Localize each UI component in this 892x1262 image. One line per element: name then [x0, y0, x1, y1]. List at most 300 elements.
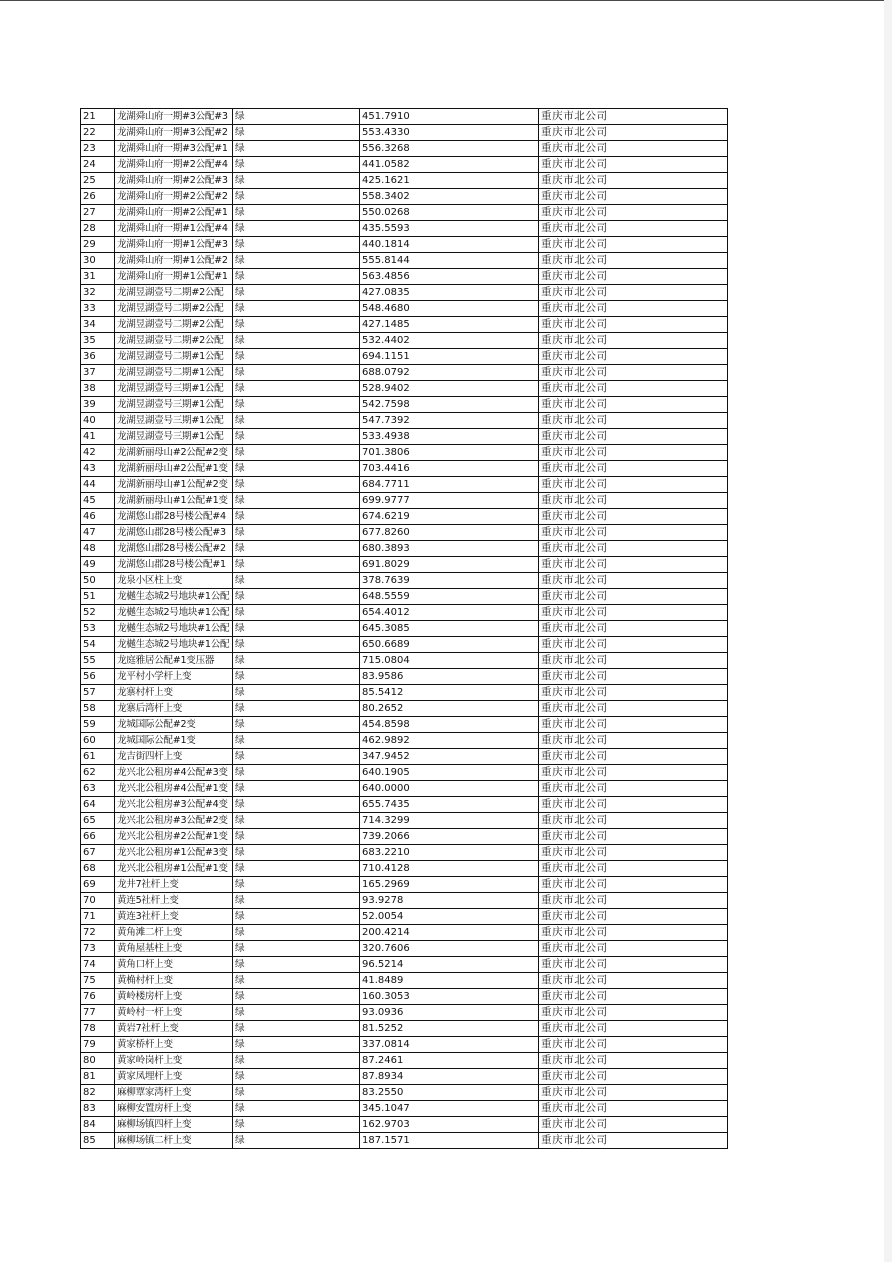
- value-cell: 553.4330: [360, 125, 539, 141]
- row-number-cell: 49: [81, 557, 115, 573]
- value-cell: 645.3085: [360, 621, 539, 637]
- transformer-name-cell: 龙城国际公配#2变: [115, 717, 233, 733]
- company-cell: 重庆市北公司: [539, 701, 728, 717]
- table-row: [81, 557, 728, 573]
- value-cell: 345.1047: [360, 1101, 539, 1117]
- company-cell: 重庆市北公司: [539, 925, 728, 941]
- value-cell: 435.5593: [360, 221, 539, 237]
- status-color-cell: 绿: [233, 941, 360, 957]
- company-cell: 重庆市北公司: [539, 477, 728, 493]
- table-row: [81, 957, 728, 973]
- status-color-cell: 绿: [233, 637, 360, 653]
- table-row: [81, 685, 728, 701]
- row-number-cell: 33: [81, 301, 115, 317]
- row-number-cell: 81: [81, 1069, 115, 1085]
- transformer-name-cell: 龙湖昱湖壹号三期#1公配: [115, 381, 233, 397]
- transformer-name-cell: 龙湖昱湖壹号二期#2公配: [115, 333, 233, 349]
- status-color-cell: 绿: [233, 973, 360, 989]
- row-number-cell: 64: [81, 797, 115, 813]
- value-cell: 563.4856: [360, 269, 539, 285]
- transformer-name-cell: 龙兴北公租房#1公配#1变: [115, 861, 233, 877]
- value-cell: 165.2969: [360, 877, 539, 893]
- table-row: [81, 381, 728, 397]
- status-color-cell: 绿: [233, 1021, 360, 1037]
- row-number-cell: 36: [81, 349, 115, 365]
- table-row: [81, 781, 728, 797]
- row-number-cell: 40: [81, 413, 115, 429]
- table-row: [81, 349, 728, 365]
- transformer-name-cell: 龙湖新丽母山#1公配#1变: [115, 493, 233, 509]
- page-edge-shadow: [884, 0, 892, 1262]
- status-color-cell: 绿: [233, 605, 360, 621]
- table-row: [81, 317, 728, 333]
- status-color-cell: 绿: [233, 205, 360, 221]
- transformer-name-cell: 龙湖悠山郡28号楼公配#3: [115, 525, 233, 541]
- row-number-cell: 45: [81, 493, 115, 509]
- table-row: [81, 477, 728, 493]
- status-color-cell: 绿: [233, 1005, 360, 1021]
- company-cell: 重庆市北公司: [539, 685, 728, 701]
- table-row: [81, 285, 728, 301]
- row-number-cell: 31: [81, 269, 115, 285]
- transformer-name-cell: 龙湖新丽母山#2公配#1变: [115, 461, 233, 477]
- company-cell: 重庆市北公司: [539, 1117, 728, 1133]
- status-color-cell: 绿: [233, 765, 360, 781]
- value-cell: 694.1151: [360, 349, 539, 365]
- transformer-name-cell: 龙湖舜山府一期#1公配#2: [115, 253, 233, 269]
- status-color-cell: 绿: [233, 173, 360, 189]
- value-cell: 714.3299: [360, 813, 539, 829]
- row-number-cell: 25: [81, 173, 115, 189]
- status-color-cell: 绿: [233, 589, 360, 605]
- row-number-cell: 63: [81, 781, 115, 797]
- value-cell: 655.7435: [360, 797, 539, 813]
- company-cell: 重庆市北公司: [539, 237, 728, 253]
- table-row: [81, 717, 728, 733]
- company-cell: 重庆市北公司: [539, 1101, 728, 1117]
- company-cell: 重庆市北公司: [539, 781, 728, 797]
- value-cell: 162.9703: [360, 1117, 539, 1133]
- row-number-cell: 70: [81, 893, 115, 909]
- company-cell: 重庆市北公司: [539, 941, 728, 957]
- transformer-name-cell: 龙湖悠山郡28号楼公配#4: [115, 509, 233, 525]
- value-cell: 680.3893: [360, 541, 539, 557]
- company-cell: 重庆市北公司: [539, 1133, 728, 1149]
- row-number-cell: 48: [81, 541, 115, 557]
- transformer-name-cell: 龙湖昱湖壹号二期#1公配: [115, 349, 233, 365]
- row-number-cell: 68: [81, 861, 115, 877]
- value-cell: 684.7711: [360, 477, 539, 493]
- row-number-cell: 50: [81, 573, 115, 589]
- table-row: [81, 909, 728, 925]
- row-number-cell: 61: [81, 749, 115, 765]
- transformer-name-cell: 黄桷村杆上变: [115, 973, 233, 989]
- transformer-name-cell: 黄岩7社杆上变: [115, 1021, 233, 1037]
- row-number-cell: 55: [81, 653, 115, 669]
- company-cell: 重庆市北公司: [539, 317, 728, 333]
- row-number-cell: 57: [81, 685, 115, 701]
- transformer-name-cell: 麻柳场镇四杆上变: [115, 1117, 233, 1133]
- table-row: [81, 973, 728, 989]
- status-color-cell: 绿: [233, 301, 360, 317]
- table-row: [81, 813, 728, 829]
- transformer-name-cell: 龙湖昱湖壹号二期#2公配: [115, 317, 233, 333]
- value-cell: 52.0054: [360, 909, 539, 925]
- company-cell: 重庆市北公司: [539, 525, 728, 541]
- company-cell: 重庆市北公司: [539, 493, 728, 509]
- table-row: [81, 253, 728, 269]
- transformer-name-cell: 龙湖昱湖壹号二期#2公配: [115, 285, 233, 301]
- company-cell: 重庆市北公司: [539, 349, 728, 365]
- row-number-cell: 32: [81, 285, 115, 301]
- row-number-cell: 51: [81, 589, 115, 605]
- company-cell: 重庆市北公司: [539, 893, 728, 909]
- status-color-cell: 绿: [233, 957, 360, 973]
- value-cell: 548.4680: [360, 301, 539, 317]
- value-cell: 81.5252: [360, 1021, 539, 1037]
- row-number-cell: 34: [81, 317, 115, 333]
- company-cell: 重庆市北公司: [539, 509, 728, 525]
- table-row: [81, 1069, 728, 1085]
- value-cell: 650.6689: [360, 637, 539, 653]
- value-cell: 337.0814: [360, 1037, 539, 1053]
- company-cell: 重庆市北公司: [539, 173, 728, 189]
- table-row: [81, 797, 728, 813]
- row-number-cell: 83: [81, 1101, 115, 1117]
- value-cell: 528.9402: [360, 381, 539, 397]
- company-cell: 重庆市北公司: [539, 541, 728, 557]
- table-row: [81, 749, 728, 765]
- table-row: [81, 893, 728, 909]
- value-cell: 542.7598: [360, 397, 539, 413]
- status-color-cell: 绿: [233, 573, 360, 589]
- value-cell: 85.5412: [360, 685, 539, 701]
- row-number-cell: 66: [81, 829, 115, 845]
- status-color-cell: 绿: [233, 461, 360, 477]
- table-row: [81, 829, 728, 845]
- table-row: [81, 1021, 728, 1037]
- table-row: [81, 333, 728, 349]
- company-cell: 重庆市北公司: [539, 1085, 728, 1101]
- transformer-name-cell: 龙兴北公租房#3公配#4变: [115, 797, 233, 813]
- transformer-name-cell: 龙湖舜山府一期#1公配#4: [115, 221, 233, 237]
- transformer-name-cell: 龙井7社杆上变: [115, 877, 233, 893]
- row-number-cell: 56: [81, 669, 115, 685]
- company-cell: 重庆市北公司: [539, 573, 728, 589]
- status-color-cell: 绿: [233, 285, 360, 301]
- transformer-name-cell: 龙湖悠山郡28号楼公配#2: [115, 541, 233, 557]
- status-color-cell: 绿: [233, 429, 360, 445]
- value-cell: 532.4402: [360, 333, 539, 349]
- company-cell: 重庆市北公司: [539, 829, 728, 845]
- company-cell: 重庆市北公司: [539, 765, 728, 781]
- status-color-cell: 绿: [233, 733, 360, 749]
- status-color-cell: 绿: [233, 1101, 360, 1117]
- status-color-cell: 绿: [233, 381, 360, 397]
- value-cell: 93.9278: [360, 893, 539, 909]
- value-cell: 96.5214: [360, 957, 539, 973]
- status-color-cell: 绿: [233, 125, 360, 141]
- row-number-cell: 26: [81, 189, 115, 205]
- row-number-cell: 39: [81, 397, 115, 413]
- row-number-cell: 30: [81, 253, 115, 269]
- company-cell: 重庆市北公司: [539, 253, 728, 269]
- company-cell: 重庆市北公司: [539, 717, 728, 733]
- transformer-name-cell: 龙湖舜山府一期#3公配#3: [115, 109, 233, 125]
- transformer-name-cell: 龙湖昱湖壹号二期#2公配: [115, 301, 233, 317]
- status-color-cell: 绿: [233, 845, 360, 861]
- table-row: [81, 221, 728, 237]
- transformer-name-cell: 龙湖昱湖壹号二期#1公配: [115, 365, 233, 381]
- value-cell: 347.9452: [360, 749, 539, 765]
- table-row: [81, 173, 728, 189]
- company-cell: 重庆市北公司: [539, 589, 728, 605]
- company-cell: 重庆市北公司: [539, 669, 728, 685]
- transformer-name-cell: 龙吉街四杆上变: [115, 749, 233, 765]
- value-cell: 93.0936: [360, 1005, 539, 1021]
- transformer-name-cell: 黄家岭岗杆上变: [115, 1053, 233, 1069]
- table-row: [81, 637, 728, 653]
- transformer-name-cell: 龙湖舜山府一期#2公配#2: [115, 189, 233, 205]
- transformer-name-cell: 黄角口杆上变: [115, 957, 233, 973]
- table-row: [81, 365, 728, 381]
- transformer-name-cell: 龙兴北公租房#3公配#2变: [115, 813, 233, 829]
- value-cell: 677.8260: [360, 525, 539, 541]
- row-number-cell: 54: [81, 637, 115, 653]
- value-cell: 701.3806: [360, 445, 539, 461]
- status-color-cell: 绿: [233, 1069, 360, 1085]
- company-cell: 重庆市北公司: [539, 365, 728, 381]
- value-cell: 533.4938: [360, 429, 539, 445]
- table-row: [81, 269, 728, 285]
- table-body: [81, 109, 728, 1149]
- status-color-cell: 绿: [233, 621, 360, 637]
- value-cell: 674.6219: [360, 509, 539, 525]
- row-number-cell: 84: [81, 1117, 115, 1133]
- value-cell: 699.9777: [360, 493, 539, 509]
- company-cell: 重庆市北公司: [539, 269, 728, 285]
- status-color-cell: 绿: [233, 557, 360, 573]
- transformer-name-cell: 龙樾生态城2号地块#1公配: [115, 589, 233, 605]
- status-color-cell: 绿: [233, 109, 360, 125]
- status-color-cell: 绿: [233, 397, 360, 413]
- row-number-cell: 82: [81, 1085, 115, 1101]
- value-cell: 425.1621: [360, 173, 539, 189]
- transformer-name-cell: 黄岭楼房杆上变: [115, 989, 233, 1005]
- table-row: [81, 461, 728, 477]
- status-color-cell: 绿: [233, 861, 360, 877]
- table-row: [81, 845, 728, 861]
- transformer-name-cell: 黄岭村一杆上变: [115, 1005, 233, 1021]
- table-row: [81, 445, 728, 461]
- value-cell: 320.7606: [360, 941, 539, 957]
- company-cell: 重庆市北公司: [539, 973, 728, 989]
- table-row: [81, 701, 728, 717]
- row-number-cell: 53: [81, 621, 115, 637]
- value-cell: 648.5559: [360, 589, 539, 605]
- company-cell: 重庆市北公司: [539, 157, 728, 173]
- row-number-cell: 77: [81, 1005, 115, 1021]
- transformer-name-cell: 龙城国际公配#1变: [115, 733, 233, 749]
- company-cell: 重庆市北公司: [539, 381, 728, 397]
- value-cell: 640.1905: [360, 765, 539, 781]
- transformer-name-cell: 麻柳安置房杆上变: [115, 1101, 233, 1117]
- row-number-cell: 80: [81, 1053, 115, 1069]
- value-cell: 556.3268: [360, 141, 539, 157]
- status-color-cell: 绿: [233, 653, 360, 669]
- table-row: [81, 733, 728, 749]
- company-cell: 重庆市北公司: [539, 285, 728, 301]
- value-cell: 691.8029: [360, 557, 539, 573]
- status-color-cell: 绿: [233, 445, 360, 461]
- company-cell: 重庆市北公司: [539, 749, 728, 765]
- transformer-name-cell: 龙湖昱湖壹号三期#1公配: [115, 413, 233, 429]
- value-cell: 87.8934: [360, 1069, 539, 1085]
- row-number-cell: 60: [81, 733, 115, 749]
- transformer-name-cell: 龙寨村杆上变: [115, 685, 233, 701]
- transformer-name-cell: 黄连3社杆上变: [115, 909, 233, 925]
- transformer-name-cell: 龙兴北公租房#2公配#1变: [115, 829, 233, 845]
- value-cell: 80.2652: [360, 701, 539, 717]
- table-row: [81, 157, 728, 173]
- value-cell: 739.2066: [360, 829, 539, 845]
- status-color-cell: 绿: [233, 477, 360, 493]
- table-row: [81, 1085, 728, 1101]
- row-number-cell: 24: [81, 157, 115, 173]
- table-row: [81, 189, 728, 205]
- transformer-name-cell: 龙湖舜山府一期#3公配#1: [115, 141, 233, 157]
- status-color-cell: 绿: [233, 717, 360, 733]
- transformer-name-cell: 龙湖舜山府一期#3公配#2: [115, 125, 233, 141]
- transformer-name-cell: 龙湖舜山府一期#2公配#3: [115, 173, 233, 189]
- value-cell: 41.8489: [360, 973, 539, 989]
- table-row: [81, 941, 728, 957]
- value-cell: 160.3053: [360, 989, 539, 1005]
- table-row: [81, 989, 728, 1005]
- table-row: [81, 925, 728, 941]
- company-cell: 重庆市北公司: [539, 461, 728, 477]
- row-number-cell: 47: [81, 525, 115, 541]
- table-row: [81, 861, 728, 877]
- transformer-name-cell: 黄家桥杆上变: [115, 1037, 233, 1053]
- company-cell: 重庆市北公司: [539, 733, 728, 749]
- company-cell: 重庆市北公司: [539, 957, 728, 973]
- table-row: [81, 605, 728, 621]
- transformer-name-cell: 龙湖新丽母山#1公配#2变: [115, 477, 233, 493]
- company-cell: 重庆市北公司: [539, 653, 728, 669]
- company-cell: 重庆市北公司: [539, 1021, 728, 1037]
- row-number-cell: 72: [81, 925, 115, 941]
- company-cell: 重庆市北公司: [539, 845, 728, 861]
- transformer-name-cell: 龙湖舜山府一期#2公配#4: [115, 157, 233, 173]
- transformer-name-cell: 龙湖舜山府一期#1公配#1: [115, 269, 233, 285]
- status-color-cell: 绿: [233, 189, 360, 205]
- value-cell: 688.0792: [360, 365, 539, 381]
- table-row: [81, 413, 728, 429]
- status-color-cell: 绿: [233, 1133, 360, 1149]
- transformer-name-cell: 龙兴北公租房#4公配#3变: [115, 765, 233, 781]
- status-color-cell: 绿: [233, 237, 360, 253]
- table-row: [81, 509, 728, 525]
- row-number-cell: 35: [81, 333, 115, 349]
- value-cell: 710.4128: [360, 861, 539, 877]
- transformer-name-cell: 黄角屋基柱上变: [115, 941, 233, 957]
- company-cell: 重庆市北公司: [539, 813, 728, 829]
- row-number-cell: 27: [81, 205, 115, 221]
- transformer-name-cell: 黄家凤埋杆上变: [115, 1069, 233, 1085]
- company-cell: 重庆市北公司: [539, 205, 728, 221]
- table-row: [81, 1005, 728, 1021]
- company-cell: 重庆市北公司: [539, 333, 728, 349]
- company-cell: 重庆市北公司: [539, 1037, 728, 1053]
- company-cell: 重庆市北公司: [539, 637, 728, 653]
- company-cell: 重庆市北公司: [539, 109, 728, 125]
- transformer-name-cell: 龙湖昱湖壹号三期#1公配: [115, 429, 233, 445]
- company-cell: 重庆市北公司: [539, 861, 728, 877]
- row-number-cell: 69: [81, 877, 115, 893]
- status-color-cell: 绿: [233, 221, 360, 237]
- value-cell: 640.0000: [360, 781, 539, 797]
- transformer-name-cell: 麻柳场镇二杆上变: [115, 1133, 233, 1149]
- table-row: [81, 1037, 728, 1053]
- value-cell: 454.8598: [360, 717, 539, 733]
- table-row: [81, 877, 728, 893]
- value-cell: 83.9586: [360, 669, 539, 685]
- table-row: [81, 1133, 728, 1149]
- status-color-cell: 绿: [233, 685, 360, 701]
- status-color-cell: 绿: [233, 877, 360, 893]
- row-number-cell: 41: [81, 429, 115, 445]
- transformer-name-cell: 龙寨后湾杆上变: [115, 701, 233, 717]
- status-color-cell: 绿: [233, 797, 360, 813]
- value-cell: 87.2461: [360, 1053, 539, 1069]
- table-row: [81, 125, 728, 141]
- transformer-name-cell: 龙湖悠山郡28号楼公配#1: [115, 557, 233, 573]
- data-table: [80, 108, 728, 1149]
- company-cell: 重庆市北公司: [539, 413, 728, 429]
- status-color-cell: 绿: [233, 253, 360, 269]
- transformer-name-cell: 龙平村小学杆上变: [115, 669, 233, 685]
- status-color-cell: 绿: [233, 333, 360, 349]
- status-color-cell: 绿: [233, 317, 360, 333]
- table-row: [81, 301, 728, 317]
- table-row: [81, 1101, 728, 1117]
- status-color-cell: 绿: [233, 541, 360, 557]
- value-cell: 451.7910: [360, 109, 539, 125]
- company-cell: 重庆市北公司: [539, 877, 728, 893]
- status-color-cell: 绿: [233, 813, 360, 829]
- transformer-name-cell: 龙湖舜山府一期#2公配#1: [115, 205, 233, 221]
- transformer-name-cell: 龙兴北公租房#1公配#3变: [115, 845, 233, 861]
- row-number-cell: 43: [81, 461, 115, 477]
- company-cell: 重庆市北公司: [539, 141, 728, 157]
- status-color-cell: 绿: [233, 525, 360, 541]
- company-cell: 重庆市北公司: [539, 797, 728, 813]
- value-cell: 441.0582: [360, 157, 539, 173]
- value-cell: 83.2550: [360, 1085, 539, 1101]
- company-cell: 重庆市北公司: [539, 429, 728, 445]
- row-number-cell: 76: [81, 989, 115, 1005]
- value-cell: 683.2210: [360, 845, 539, 861]
- row-number-cell: 73: [81, 941, 115, 957]
- transformer-name-cell: 龙樾生态城2号地块#1公配: [115, 621, 233, 637]
- row-number-cell: 59: [81, 717, 115, 733]
- row-number-cell: 58: [81, 701, 115, 717]
- status-color-cell: 绿: [233, 1053, 360, 1069]
- company-cell: 重庆市北公司: [539, 989, 728, 1005]
- transformer-name-cell: 龙庭雅居公配#1变压器: [115, 653, 233, 669]
- row-number-cell: 65: [81, 813, 115, 829]
